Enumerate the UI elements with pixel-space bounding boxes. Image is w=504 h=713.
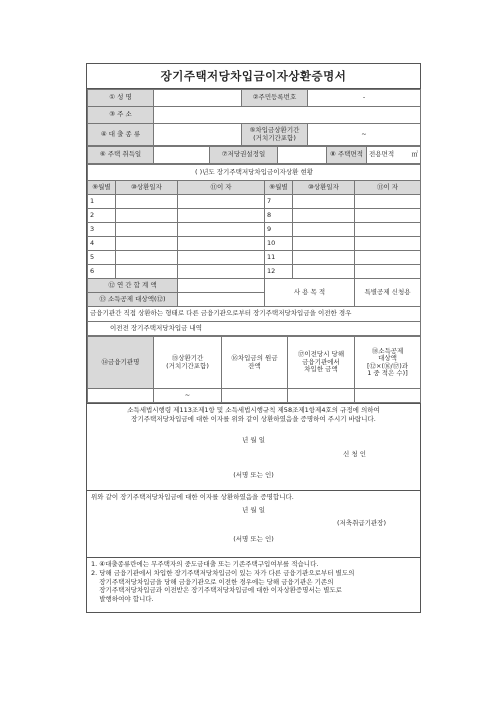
status-table <box>87 164 421 336</box>
certificate-form <box>86 63 421 613</box>
legal-text-2: 장기주택저당차입금에 대한 이자를 위와 같이 상환하였음을 증명하여 주시기 바랍니다. <box>131 414 376 423</box>
note-3: 장기주택저당차입금을 당해 금융기관으로 이전한 경우에는 당해 금융기관은 기존의 <box>91 577 334 586</box>
deduction-target-value[interactable] <box>178 293 265 307</box>
table-row: 5 11 <box>88 251 421 265</box>
mortgage-date-label: ⑦저당권설정일 <box>210 147 278 164</box>
col-month-1: ⑨월별 <box>88 181 116 195</box>
table-row: 3 9 <box>88 223 421 237</box>
mortgage-date-value[interactable] <box>278 147 327 164</box>
rrn-label: ②주민등록번호 <box>242 90 308 107</box>
table-row: ~ <box>88 389 421 403</box>
status-header: ( )년도 장기주택저당차입금이자상환 현황 <box>88 165 421 181</box>
area-label: ⑧ 주택면적 <box>327 147 367 164</box>
purpose-label: 사 용 목 적 <box>265 279 355 307</box>
notes-block <box>87 557 420 612</box>
loan-type-value[interactable] <box>154 124 242 146</box>
table-row: 2 8 <box>88 209 421 223</box>
address-label: ③ 주 소 <box>88 107 154 124</box>
col-date-2: ⑩상환일자 <box>293 181 355 195</box>
info-table-2 <box>87 146 421 164</box>
col-interest-2: ⑪이 자 <box>355 181 421 195</box>
deduction-target-label: ⑬ 소득공제 대상액(⑫) <box>88 293 178 307</box>
date-line: 년 월 일 <box>242 435 265 444</box>
certification-block <box>87 490 420 557</box>
note-4: 장기주택저당차입금과 이전받은 장기주택저당차입금에 대한 이자상환증명서는 별도로 <box>91 586 342 595</box>
acq-date-label: ⑥ 주택 취득일 <box>88 147 154 164</box>
prev-loan-table <box>87 336 421 403</box>
note-2: 2. 당해 금융기관에서 차입한 장기주택저당차입금이 있는 자가 다른 금융기관으로부터 별도의 <box>91 568 355 577</box>
purpose-value: 특별공제 신청용 <box>355 279 421 307</box>
table-row: 6 12 <box>88 265 421 279</box>
sign-line-1: (서명 또는 인) <box>233 471 274 480</box>
name-label: ① 성 명 <box>88 90 154 107</box>
note-1: 1. ④대출종류란에는 무주택자의 중도금대출 또는 기존주택구입여부를 적습니다. <box>91 560 319 568</box>
name-value[interactable] <box>154 90 242 107</box>
form-title: 장기주택저당차입금이자상환증명서 <box>87 64 420 89</box>
col-date-1: ⑩상환일자 <box>116 181 178 195</box>
prev-loan-title: 이전전 장기주택저당차입금 내역 <box>88 322 421 336</box>
acq-date-value[interactable] <box>154 147 210 164</box>
note-5: 발행하여야 합니다. <box>91 595 154 604</box>
period-label: ⑤차입금상환기간 (거치기간포함) <box>242 124 308 146</box>
col-deduct: ⑱소득공제 대상액 [⑫×(⑯/⑰)과 1 중 적은 수)] <box>355 337 421 389</box>
issuer-label: (저축취급기관장) <box>336 518 386 527</box>
table-row: 1 7 <box>88 195 421 209</box>
col-month-2: ⑨월별 <box>265 181 293 195</box>
applicant-label: 신 청 인 <box>343 450 366 459</box>
info-table <box>87 89 421 146</box>
application-block <box>87 403 420 490</box>
col-principal: ⑯차입금의 원금 잔액 <box>222 337 288 389</box>
sign-line-2: (서명 또는 인) <box>233 535 274 544</box>
col-interest-1: ⑪이 자 <box>178 181 265 195</box>
loan-type-label: ④ 대 출 종 류 <box>88 124 154 146</box>
area-value[interactable]: 전용면적 ㎡ <box>367 147 421 164</box>
annual-total-label: ⑫ 연 간 합 계 액 <box>88 279 178 293</box>
transfer-note: 금융기관간 직접 상환하는 형태로 다른 금융기관으로부터 장기주택저당차입금을 이전한 경우 <box>88 307 421 322</box>
legal-text-1: 소득세법시행령 제113조제1항 및 소득세법시행규칙 제58조제1항제4호의 규정에 의하여 <box>127 406 380 414</box>
period-value[interactable]: ~ <box>308 124 421 146</box>
rrn-dash: - <box>362 93 366 102</box>
table-row: 4 10 <box>88 237 421 251</box>
col-period: ⑮상환기간 (거치기간포함) <box>154 337 222 389</box>
rrn-value[interactable] <box>308 90 421 107</box>
address-value[interactable] <box>154 107 421 124</box>
annual-total-value[interactable] <box>178 279 265 293</box>
col-bank: ⑭금융기관명 <box>88 337 154 389</box>
col-new-loan: ⑰이전당시 당해 금융기관에서 차입한 금액 <box>288 337 355 389</box>
certify-text: 위와 같이 장기주택저당차입금에 대한 이자를 상환하였음을 증명합니다. <box>91 493 294 501</box>
date-line-2: 년 월 일 <box>242 505 265 514</box>
